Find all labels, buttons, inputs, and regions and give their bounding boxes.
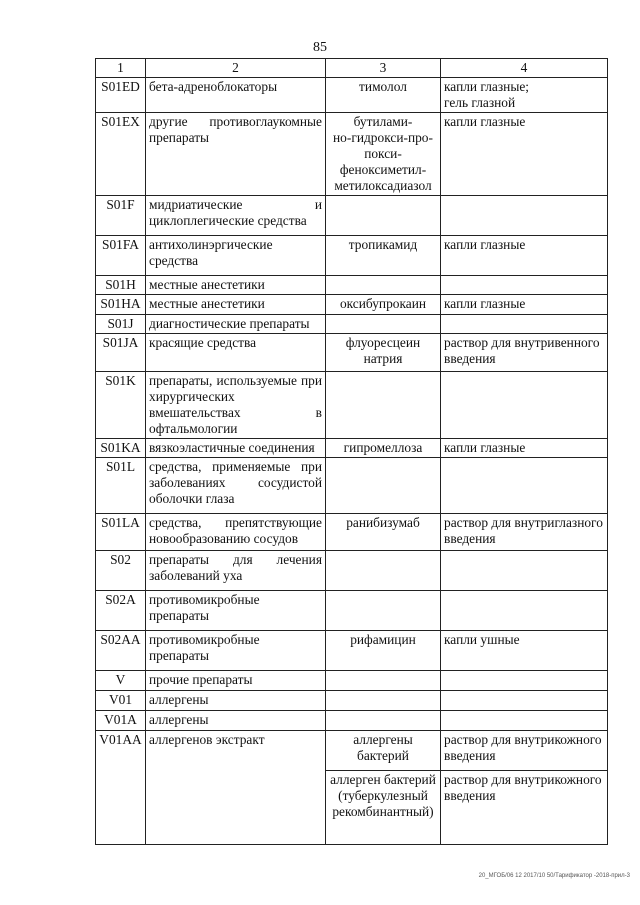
name-cell: ранибизумаб <box>326 514 441 551</box>
table-row <box>96 631 608 671</box>
header-cell-1: 1 <box>96 59 146 78</box>
group-cell: бета-адреноблокаторы <box>146 78 326 113</box>
name-cell: бутилами- но-гидрокси-про- покси-феноксиметил-метилоксадиазол <box>326 113 441 196</box>
group-cell: средства, применяемые при заболеваниях сосудистой оболочки глаза <box>146 458 326 514</box>
form-cell: капли глазные <box>441 236 608 276</box>
form-cell: капли глазные; гель глазной <box>441 78 608 113</box>
code-cell: V01 <box>96 691 146 711</box>
group-cell: аллергены <box>146 711 326 731</box>
table-row <box>96 731 608 771</box>
table-header-row <box>96 59 608 78</box>
group-cell: красящие средства <box>146 334 326 372</box>
footer-stamp: 20_МГОБ/06 12 2017/10 50/Тарификатор -2018-прил-3 <box>478 873 630 879</box>
table-row <box>96 514 608 551</box>
header-cell-3: 3 <box>326 59 441 78</box>
drug-table <box>95 58 608 845</box>
group-cell: вязкоэластичные соединения <box>146 439 326 458</box>
code-cell: S01L <box>96 458 146 514</box>
form-cell <box>441 276 608 295</box>
name-cell <box>326 711 441 731</box>
header-cell-4: 4 <box>441 59 608 78</box>
group-cell: прочие препараты <box>146 671 326 691</box>
code-cell: S02A <box>96 591 146 631</box>
group-cell: аллергены <box>146 691 326 711</box>
group-cell: диагностические препараты <box>146 315 326 334</box>
name-cell: флуоресцеин натрия <box>326 334 441 372</box>
name-cell: тимолол <box>326 78 441 113</box>
name-cell <box>326 591 441 631</box>
form-cell <box>441 551 608 591</box>
table-row <box>96 236 608 276</box>
table-row <box>96 196 608 236</box>
group-cell: местные анестетики <box>146 295 326 315</box>
table-row <box>96 551 608 591</box>
name-cell: рифамицин <box>326 631 441 671</box>
name-cell: тропикамид <box>326 236 441 276</box>
name-cell <box>326 276 441 295</box>
form-cell: капли ушные <box>441 631 608 671</box>
code-cell: S01LA <box>96 514 146 551</box>
table-row <box>96 334 608 372</box>
table-row <box>96 113 608 196</box>
table-row <box>96 315 608 334</box>
name-cell <box>326 551 441 591</box>
code-cell: S02 <box>96 551 146 591</box>
form-cell <box>441 691 608 711</box>
code-cell: V01A <box>96 711 146 731</box>
name-cell: аллерген бактерий (туберкулезный рекомбинантный) <box>326 771 441 845</box>
code-cell: S01FA <box>96 236 146 276</box>
group-cell: препараты для лечения заболеваний уха <box>146 551 326 591</box>
name-cell <box>326 372 441 439</box>
table-row <box>96 711 608 731</box>
name-cell <box>326 458 441 514</box>
group-cell: препараты, используемые при хирургических вмешательствах в офтальмологии <box>146 372 326 439</box>
name-cell: аллергены бактерий <box>326 731 441 771</box>
group-cell: мидриатические и циклоплегические средства <box>146 196 326 236</box>
form-cell <box>441 372 608 439</box>
name-cell: оксибупрокаин <box>326 295 441 315</box>
group-cell: противомикробные препараты <box>146 591 326 631</box>
form-cell <box>441 711 608 731</box>
form-cell: капли глазные <box>441 295 608 315</box>
code-cell: S01F <box>96 196 146 236</box>
table-row <box>96 691 608 711</box>
code-cell: S01K <box>96 372 146 439</box>
name-cell <box>326 691 441 711</box>
name-cell <box>326 315 441 334</box>
table-row <box>96 591 608 631</box>
code-cell: S01KA <box>96 439 146 458</box>
group-cell: местные анестетики <box>146 276 326 295</box>
form-cell <box>441 315 608 334</box>
form-cell: капли глазные <box>441 439 608 458</box>
name-cell <box>326 671 441 691</box>
code-cell: V01AA <box>96 731 146 845</box>
code-cell: S01JA <box>96 334 146 372</box>
name-cell: гипромеллоза <box>326 439 441 458</box>
table-row <box>96 78 608 113</box>
table-row <box>96 295 608 315</box>
group-cell: средства, препятствующие новообразованию сосудов <box>146 514 326 551</box>
form-cell <box>441 591 608 631</box>
form-cell: раствор для внутрикожного введения <box>441 771 608 845</box>
form-cell <box>441 458 608 514</box>
table-row <box>96 671 608 691</box>
form-cell: раствор для внутрикожного введения <box>441 731 608 771</box>
code-cell: S01EX <box>96 113 146 196</box>
form-cell: раствор для внутриглазного введения <box>441 514 608 551</box>
form-cell: раствор для внутривенного введения <box>441 334 608 372</box>
code-cell: S01H <box>96 276 146 295</box>
header-cell-2: 2 <box>146 59 326 78</box>
table-row <box>96 439 608 458</box>
form-cell <box>441 196 608 236</box>
code-cell: V <box>96 671 146 691</box>
group-cell: другие противоглаукомные препараты <box>146 113 326 196</box>
form-cell <box>441 671 608 691</box>
code-cell: S02AA <box>96 631 146 671</box>
group-cell: антихолинэргические средства <box>146 236 326 276</box>
group-cell: противомикробные препараты <box>146 631 326 671</box>
code-cell: S01HA <box>96 295 146 315</box>
code-cell: S01ED <box>96 78 146 113</box>
table-row <box>96 458 608 514</box>
code-cell: S01J <box>96 315 146 334</box>
group-cell: аллергенов экстракт <box>146 731 326 845</box>
page-number: 85 <box>313 40 327 55</box>
table-row <box>96 372 608 439</box>
form-cell: капли глазные <box>441 113 608 196</box>
name-cell <box>326 196 441 236</box>
table-row <box>96 276 608 295</box>
